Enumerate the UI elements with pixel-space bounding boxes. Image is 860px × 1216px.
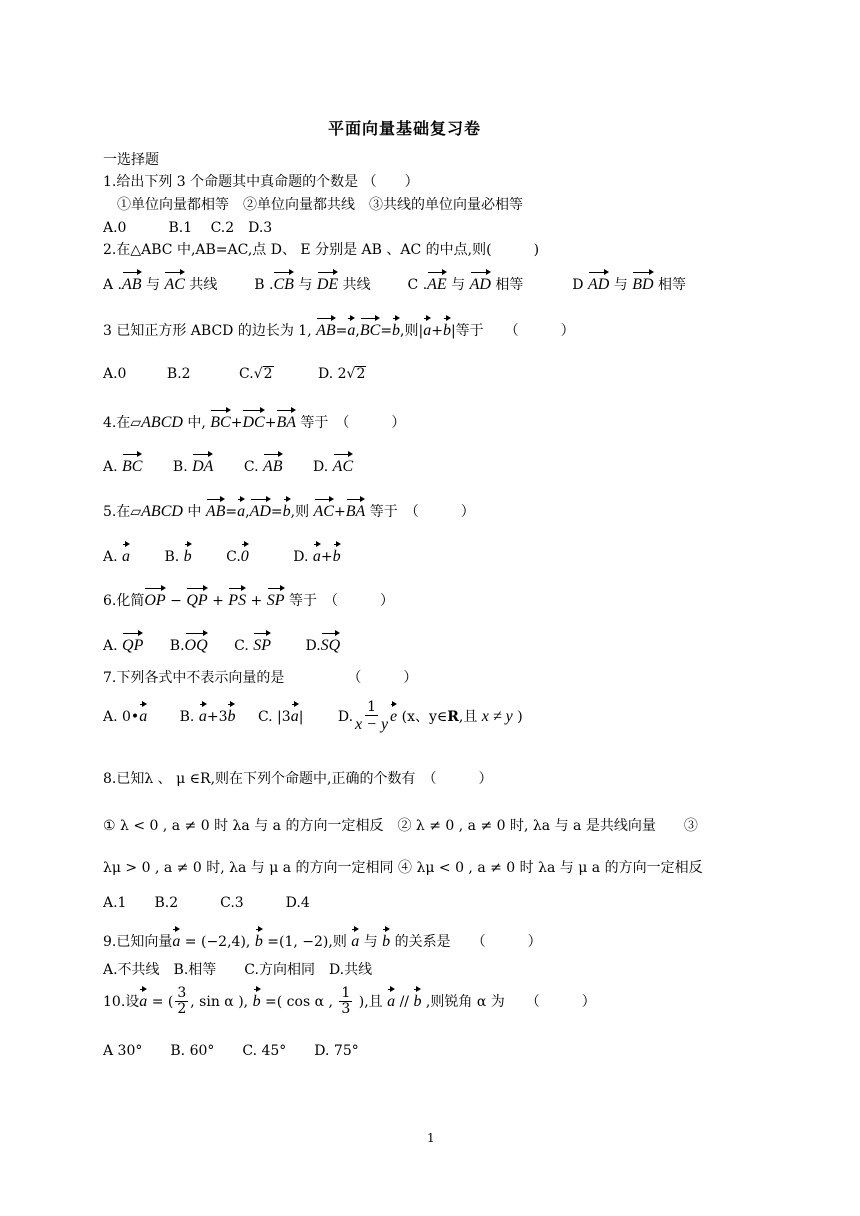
q5-option-c: C.0 [226,549,249,565]
q7-option-a: A. 0•a [103,709,147,725]
q1-stem: 1.给出下列 3 个命题其中真命题的个数是 （ ） [103,174,419,190]
q2-options [103,270,686,293]
q3-option-b: B.2 [166,366,191,382]
section-heading: 一选择题 [103,152,159,168]
q6-option-b: B.OQ [170,638,208,654]
q3-option-c: C.√2 [239,366,273,382]
q2-option-a: A .AB 与 AC 共线 [103,277,217,293]
q8-stem: 8.已知λ 、 μ ∈R,则在下列个命题中,正确的个数有 （ ） [103,771,493,787]
q5-option-b: B. b [164,549,191,565]
q6-option-c: C. SP [234,638,271,654]
q1-propositions: ①单位向量都相等 ②单位向量都共线 ③共线的单位向量必相等 [117,197,523,213]
q2-stem: 2.在△ABC 中,AB=AC,点 D、 E 分别是 AB 、AC 的中点,则( ) [103,242,540,258]
q3-stem: 3 已知正方形 ABCD 的边长为 1, AB=a,BC=b,则|a+b|等于 （ ） [103,316,575,339]
q4-option-c: C. AB [244,459,283,475]
q8-line-1: ① λ < 0 , a ≠ 0 时 λa 与 a 的方向一定相反 ② λ ≠ 0 , a ≠ 0 时, λa 与 a 是共线向量 ③ [103,818,698,834]
page-title: 平面向量基础复习卷 [328,119,482,138]
q3-options [103,366,366,382]
q2-option-c: C .AE 与 AD 相等 [408,277,524,293]
q7-option-b: B. a+3b [180,709,236,725]
q4-option-a: A. BC [103,459,142,475]
q4-option-d: D. AC [313,459,353,475]
q10-options: A 30° B. 60° C. 45° D. 75° [103,1043,359,1059]
q5-stem: 5.在▱ABCD 中 AB=a,AD=b,则 AC+BA 等于 （ ） [103,497,475,521]
q3-option-d: D. 2√2 [318,366,366,382]
q7-options [103,700,523,734]
page-number: 1 [427,1131,435,1145]
q6-option-d: D.SQ [305,638,340,654]
q10-stem: 10.设a = ( $\frac{3}{2}$ , sin α ), b =( cos α , $\frac{1}{3}$ ),且 a // b ,则锐角 α 为 （ ） [103,985,596,1018]
q9-stem: 9.已知向量a = (−2,4), b =(1, −2),则 a 与 b 的关系是 （ ） [103,927,542,950]
q5-options [103,542,341,565]
q6-stem: 6.化简OP − QP + PS + SP 等于 （ ） [103,586,394,609]
q9-options: A.不共线 B.相等 C.方向相同 D.共线 [103,962,373,978]
q4-stem: 4.在▱ABCD 中, BC+DC+BA 等于 （ ） [103,408,405,432]
q6-option-a: A. QP [103,638,143,654]
q7-option-d: D. $\frac{1}{x - y}$ e (x、y∈R,且 x ≠ y ) [337,699,523,734]
q8-options: A.1 B.2 C.3 D.4 [103,895,310,911]
q6-options [103,631,340,654]
q1-options: A.0 B.1 C.2 D.3 [103,220,273,236]
q4-option-b: B. DA [173,459,214,475]
q2-option-d: D AD 与 BD 相等 [572,277,686,293]
q2-option-b: B .CB 与 DE 共线 [254,277,370,293]
q3-option-a: A.0 [103,366,127,382]
q7-stem: 7.下列各式中不表示向量的是 （ ） [103,670,418,686]
q4-options [103,452,353,475]
q7-option-c: C. |3a| [258,709,303,725]
q8-line-2: λμ > 0 , a ≠ 0 时, λa 与 μ a 的方向一定相同 ④ λμ < 0 , a ≠ 0 时 λa 与 μ a 的方向一定相反 [103,860,703,876]
q5-option-a: A. a [103,549,130,565]
q5-option-d: D. a+b [293,549,340,565]
